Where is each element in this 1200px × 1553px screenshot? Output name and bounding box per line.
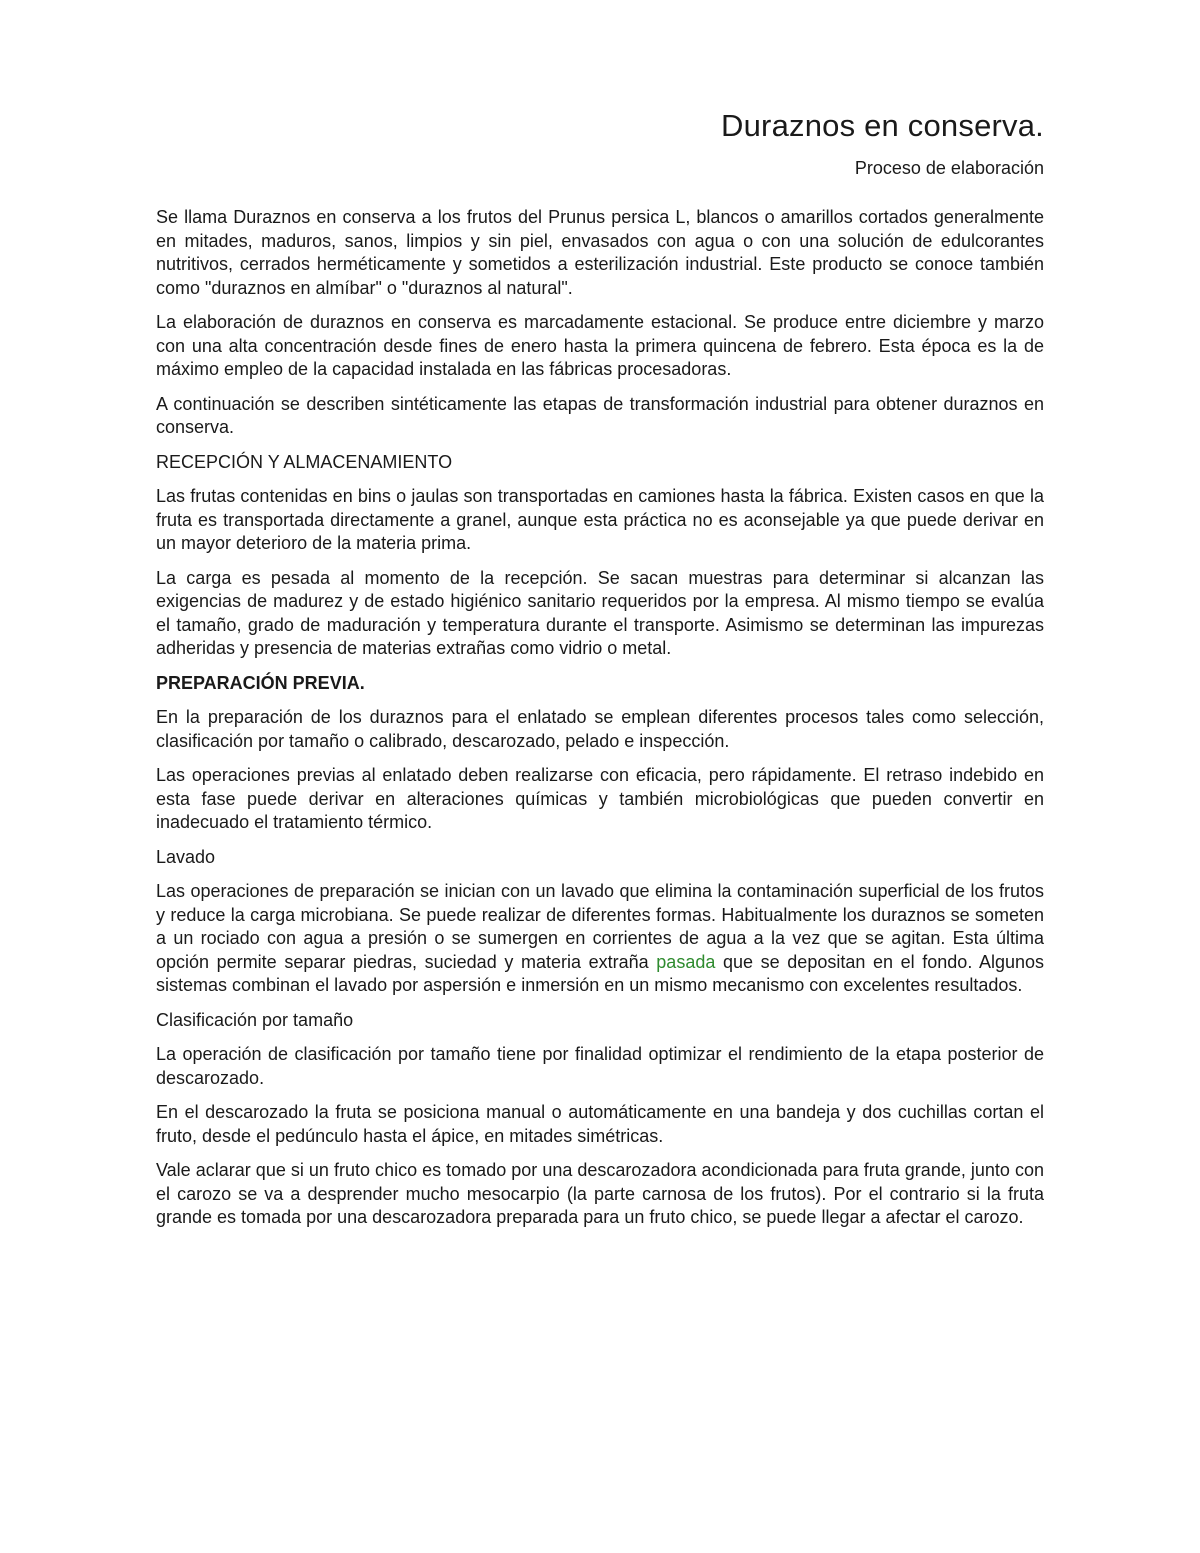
paragraph-weighing: La carga es pesada al momento de la recepción. Se sacan muestras para determinar si alcanzan las exigencias de madurez y de estado higiénico sanitario requeridos por la empresa. Al mismo tiempo se evalúa el tamaño, grado de maduración y temperatura durante el transporte. Asimismo se determinan las impurezas adheridas y presencia de materias extrañas como vidrio o metal. [156, 567, 1044, 658]
document-page [156, 104, 1044, 1241]
paragraph-transport: Las frutas contenidas en bins o jaulas son transportadas en camiones hasta la fábrica. Existen casos en que la fruta es transportada directamente a granel, aunque esta práctica no es aconsejable ya que puede derivar en un mayor deterioro de la materia prima. [156, 486, 1044, 553]
paragraph-washing-part1: Las operaciones de preparación se inician con un lavado que elimina la contaminación superficial de los frutos y reduce la carga microbiana. Se puede realizar de diferentes formas. Habitualmente los duraznos se someten a un rociado con agua a presión o se sumergen en corrientes de agua a la vez que se agitan. Esta última opción permite separar piedras, suciedad y materia extraña [156, 881, 1044, 972]
section-heading-preparacion: PREPARACIÓN PREVIA. [156, 672, 365, 693]
document-title: Duraznos en conserva. [721, 108, 1044, 143]
paragraph-size-classification: La operación de clasificación por tamaño tiene por finalidad optimizar el rendimiento de la etapa posterior de descarozado. [156, 1044, 1044, 1088]
paragraph-intro-stages: A continuación se describen sintéticamente las etapas de transformación industrial para obtener duraznos en conserva. [156, 393, 1044, 437]
paragraph-definition: Se llama Duraznos en conserva a los frutos del Prunus persica L, blancos o amarillos cortados generalmente en mitades, maduros, sanos, limpios y sin piel, envasados con agua o con una solución de edulcorantes nutritivos, cerrados herméticamente y sometidos a esterilización industrial. Este producto se conoce también como "duraznos en almíbar" o "duraznos al natural". [156, 207, 1044, 298]
section-heading-recepcion: RECEPCIÓN Y ALMACENAMIENTO [156, 451, 453, 472]
paragraph-previous-operations: Las operaciones previas al enlatado deben realizarse con eficacia, pero rápidamente. El retraso indebido en esta fase puede derivar en alteraciones químicas y también microbiológicas que pueden convertir en inadecuado el tratamiento térmico. [156, 765, 1044, 832]
paragraph-preparation-processes: En la preparación de los duraznos para el enlatado se emplean diferentes procesos tales como selección, clasificación por tamaño o calibrado, descarozado, pelado e inspección. [156, 707, 1044, 751]
pasada-link[interactable]: pasada [656, 951, 716, 972]
paragraph-pitting-note: Vale aclarar que si un fruto chico es tomado por una descarozadora acondicionada para fruta grande, junto con el carozo se va a desprender mucho mesocarpio (la parte carnosa de los frutos). Por el contrario si la fruta grande es tomada por una descarozadora preparada para un fruto chico, se puede llegar a afectar el carozo. [156, 1160, 1044, 1227]
document-body [156, 206, 1044, 1230]
document-subtitle: Proceso de elaboración [854, 158, 1044, 178]
paragraph-pitting: En el descarozado la fruta se posiciona manual o automáticamente en una bandeja y dos cuchillas cortan el fruto, desde el pedúnculo hasta el ápice, en mitades simétricas. [156, 1102, 1044, 1146]
subheading-lavado: Lavado [156, 846, 216, 867]
paragraph-washing [156, 880, 1044, 998]
paragraph-washing-part2: que se depositan en el fondo. Algunos sistemas combinan el lavado por aspersión e inmersión en un mismo mecanismo con excelentes resultados. [156, 951, 1045, 995]
paragraph-seasonality: La elaboración de duraznos en conserva es marcadamente estacional. Se produce entre diciembre y marzo con una alta concentración desde fines de enero hasta la primera quincena de febrero. Esta época es la de máximo empleo de la capacidad instalada en las fábricas procesadoras. [156, 312, 1044, 379]
subheading-clasificacion: Clasificación por tamaño [156, 1009, 354, 1030]
